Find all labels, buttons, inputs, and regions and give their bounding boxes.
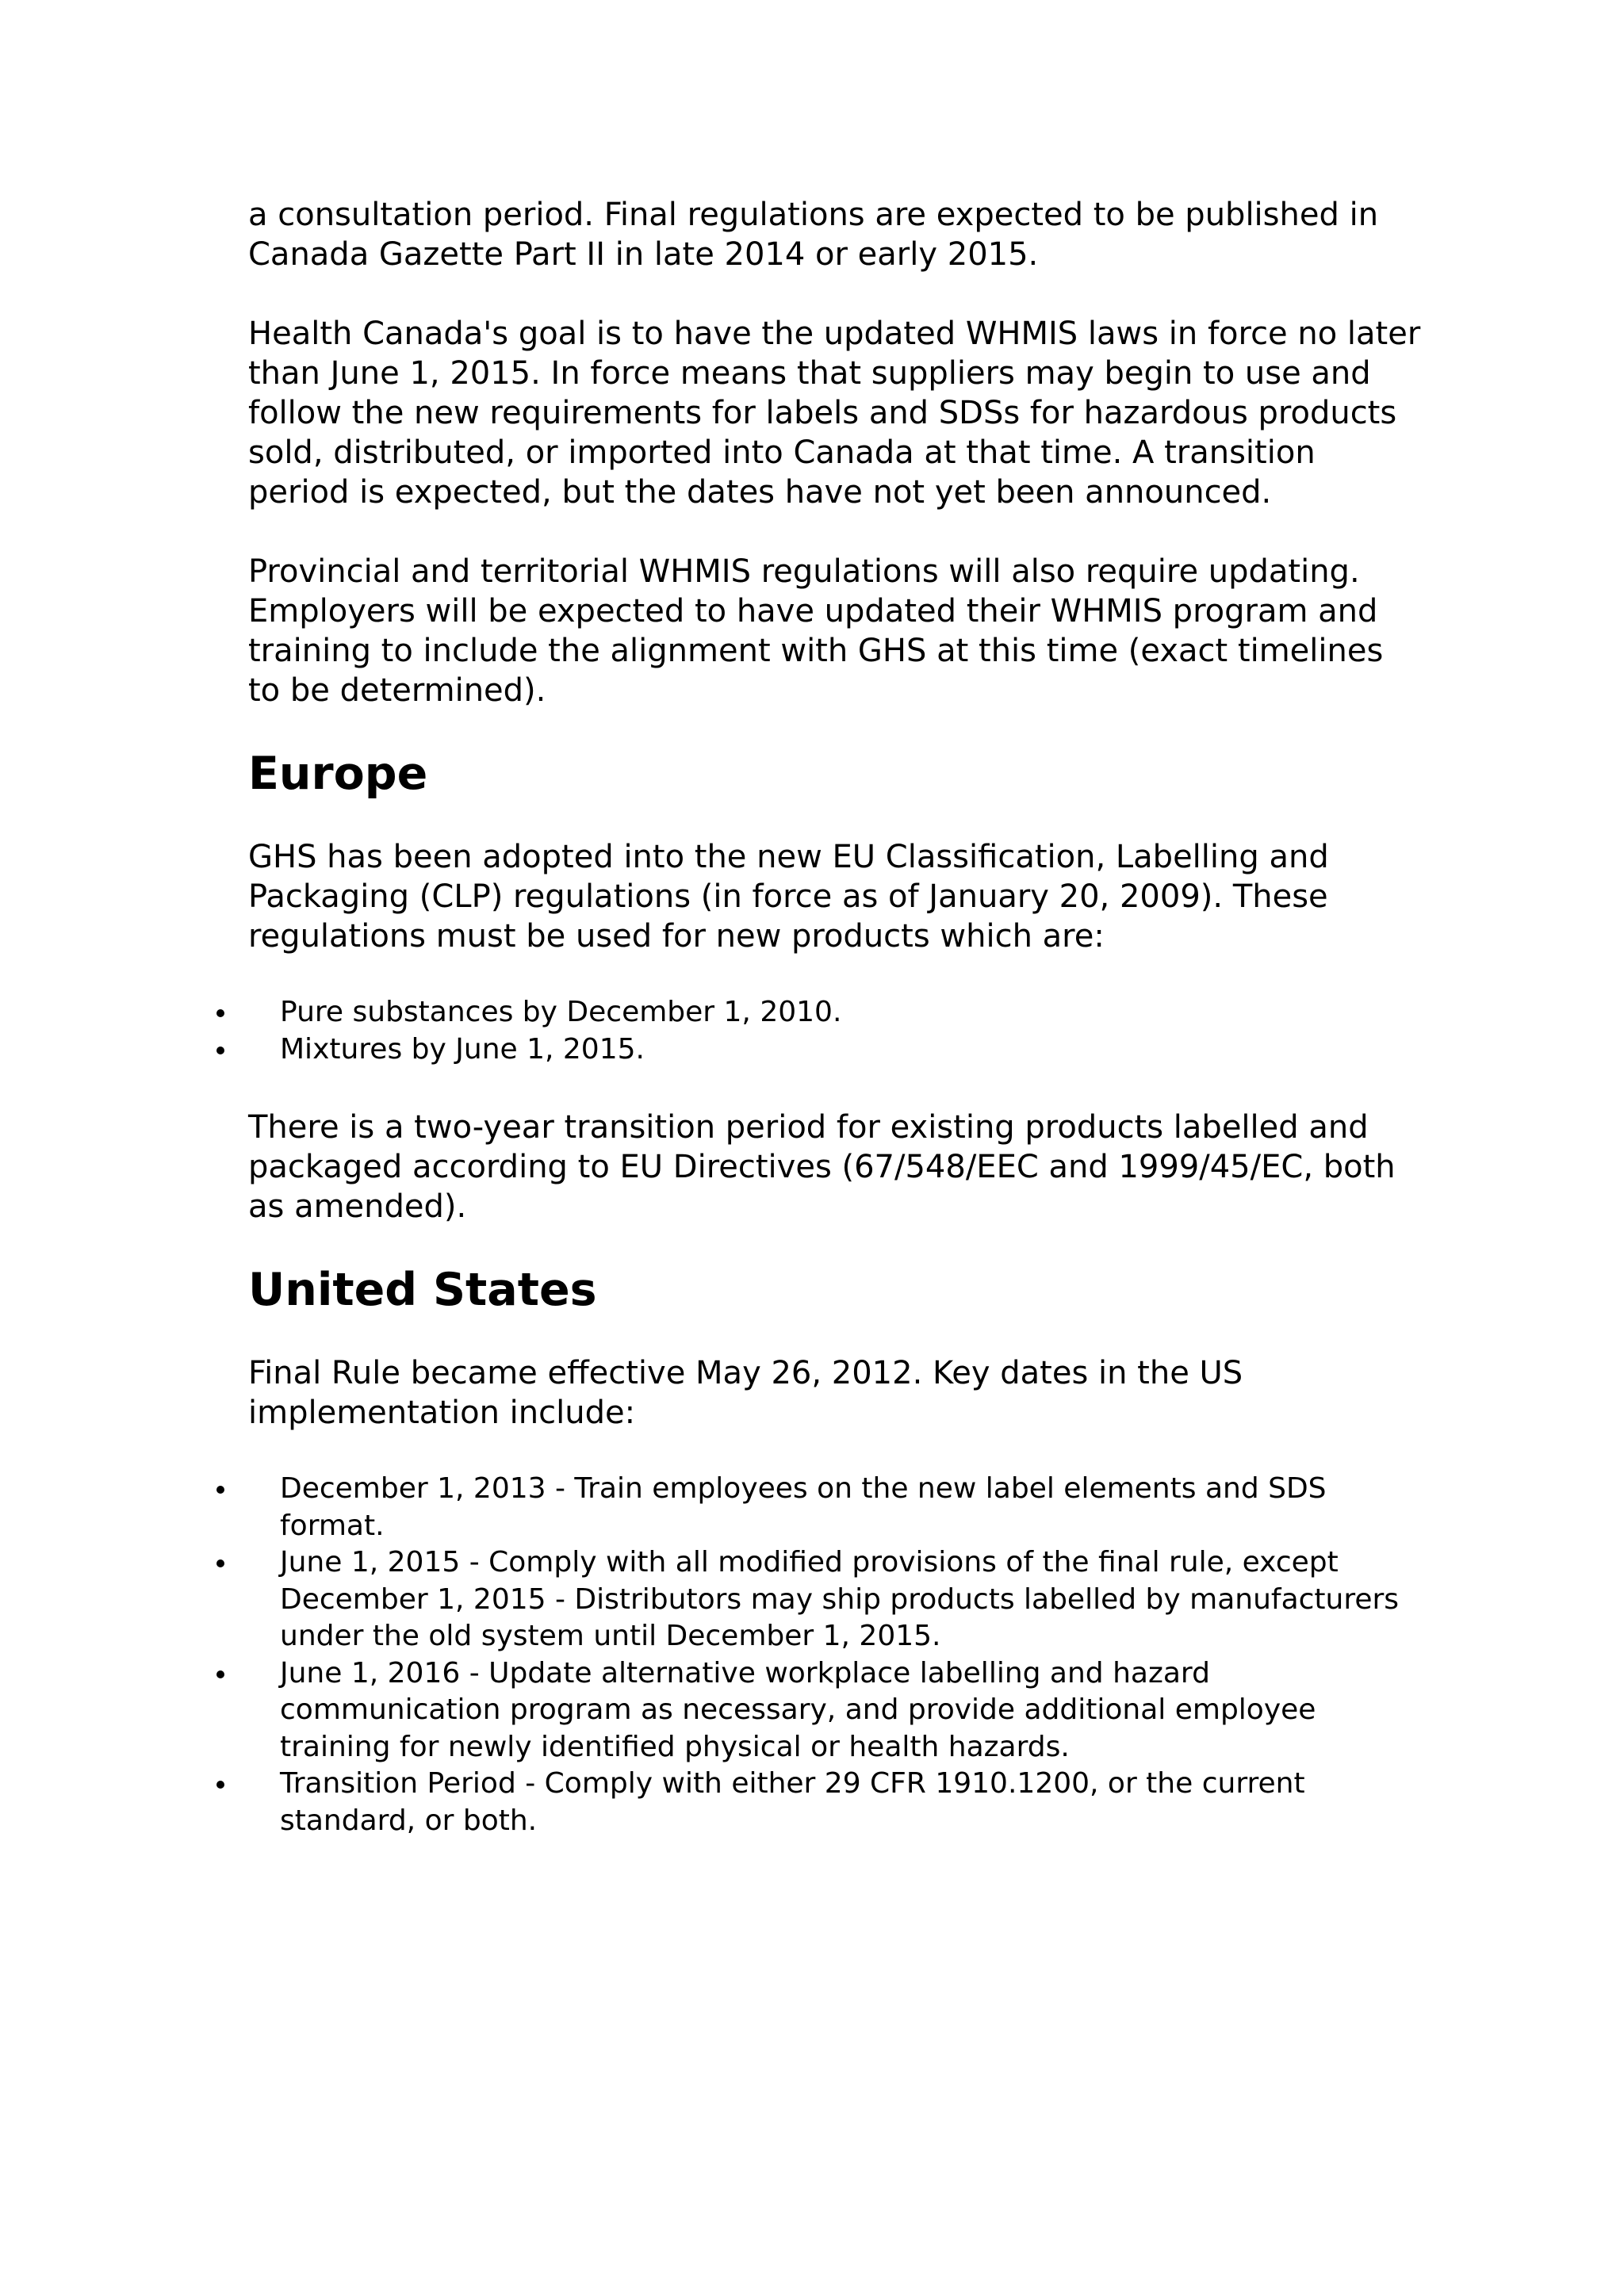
bullet-icon [216,1670,224,1678]
bullet-icon [216,1781,224,1789]
paragraph-europe-transition: There is a two-year transition period for existing products labelled and packaged according to EU Directives (67/548/EEC and 1999/45/EC, both as amended). [248,1109,1396,1225]
heading-europe: Europe [248,748,428,800]
heading-united-states: United States [248,1264,597,1316]
list-item [216,1471,1422,1544]
bullet-icon [216,1559,224,1567]
bullet-icon [216,1047,224,1054]
list-item [216,994,1422,1031]
list-item-text: Transition Period - Comply with either 29 CFR 1910.1200, or the current standard, or both. [280,1767,1305,1837]
bullet-icon [216,1009,224,1017]
list-item-text: Pure substances by December 1, 2010. [280,996,842,1028]
list-item-text: Mixtures by June 1, 2015. [280,1032,645,1066]
bullet-icon [216,1486,224,1494]
paragraph-us-intro: Final Rule became effective May 26, 2012. Key dates in the US implementation include: [248,1355,1243,1431]
us-key-dates-list [216,1471,1422,1839]
list-item-text: June 1, 2016 - Update alternative workplace labelling and hazard communication program as necessary, and provide additional employee training for newly identified physical or health hazards. [280,1656,1316,1763]
europe-list [216,994,1422,1068]
list-item [216,1766,1422,1839]
list-item-text: June 1, 2015 - Comply with all modified provisions of the final rule, except December 1, 2015 - Distributors may ship products labelled by manufacturers under the old system until December 1, 2015. [280,1546,1400,1652]
paragraph-provincial-regulations: Provincial and territorial WHMIS regulations will also require updating. Employers will be expected to have updated their WHMIS program and training to include the alignment with GHS at this time (exact timelines to be determined). [248,553,1384,709]
list-item-text: December 1, 2013 - Train employees on the new label elements and SDS format. [280,1472,1327,1542]
list-item [216,1544,1422,1655]
paragraph-consultation: a consultation period. Final regulations are expected to be published in Canada Gazette Part II in late 2014 or early 2015. [248,197,1379,273]
list-item [216,1655,1422,1766]
paragraph-europe-intro: GHS has been adopted into the new EU Classification, Labelling and Packaging (CLP) regulations (in force as of January 20, 2009). These regulations must be used for new products which are: [248,839,1329,955]
document-body [248,195,1422,1839]
paragraph-health-canada-goal: Health Canada's goal is to have the updated WHMIS laws in force no later than June 1, 2015. In force means that suppliers may begin to use and follow the new requirements for labels and SDSs for hazardous products sold, distributed, or imported into Canada at that time. A transition period is expected, but the dates have not yet been announced. [248,316,1421,511]
list-item [216,1031,1422,1069]
